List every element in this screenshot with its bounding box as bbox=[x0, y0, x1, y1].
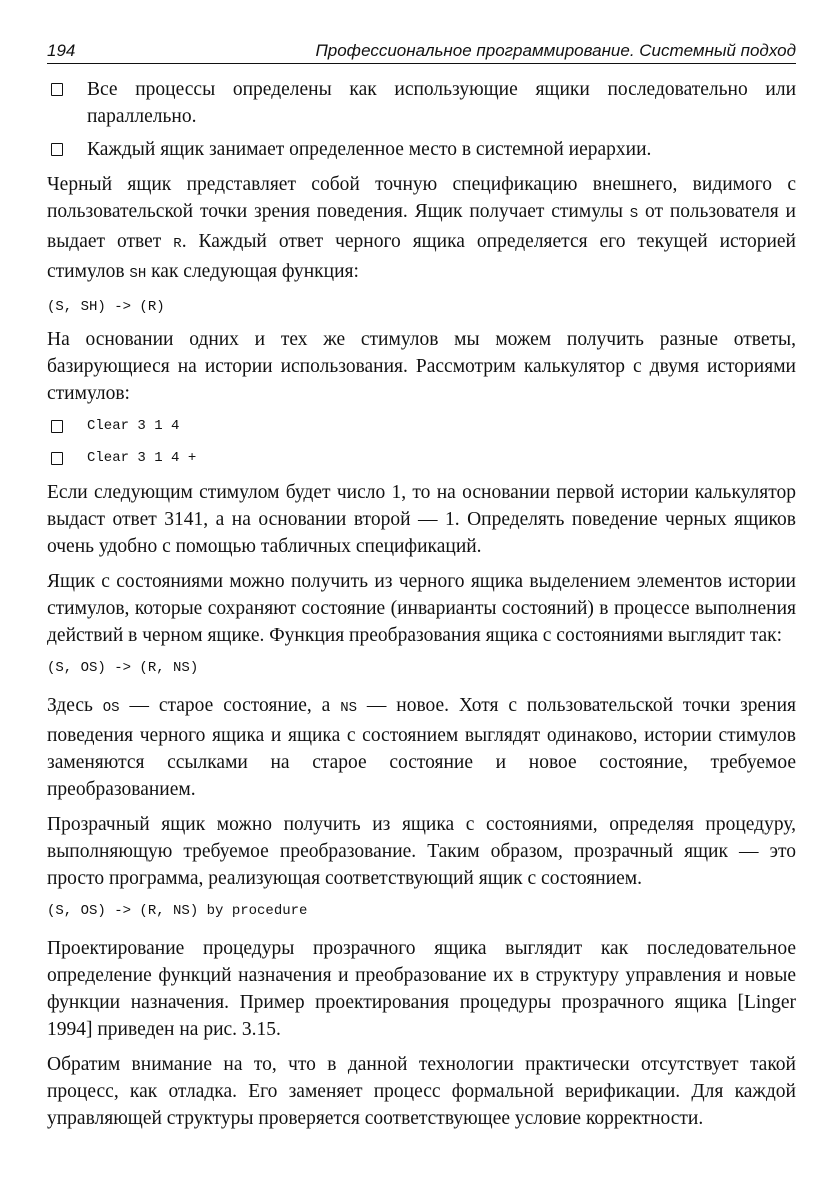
running-header bbox=[47, 38, 796, 64]
paragraph: На основании одних и тех же стимулов мы можем получить разные ответы, базирующиеся на истории использования. Рассмотрим калькулятор с двумя историями стимулов: bbox=[47, 329, 796, 404]
code-line: (S, OS) -> (R, NS) by procedure bbox=[47, 903, 308, 919]
paragraph: Черный ящик представляет собой точную спецификацию внешнего, видимого с пользовательской точки зрения поведения. Ящик получает стимулы S от пользователя и выдает ответ R. Каждый ответ черного ящика определяется его текущей историей стимулов SH как следующая функция: bbox=[47, 174, 796, 282]
paragraph: Обратим внимание на то, что в данной технологии практически отсутствует такой процесс, как отладка. Его заменяет процесс формальной верификации. Для каждой управляющей структуры проверяется соответствующее условие корректности. bbox=[47, 1054, 796, 1129]
paragraph: Здесь OS — старое состояние, а NS — новое. Хотя с пользовательской точки зрения поведения черного ящика и ящика с состоянием выглядят одинаково, истории стимулов заменяются ссылками на старое состояние и новое состояние, требуемое преобразованием. bbox=[47, 695, 796, 800]
code-line: (S, SH) -> (R) bbox=[47, 299, 165, 315]
checkbox-bullet-icon bbox=[51, 452, 63, 465]
checkbox-bullet-icon bbox=[51, 143, 63, 156]
list-item: Clear 3 1 4 + bbox=[47, 445, 796, 471]
list-item: Clear 3 1 4 bbox=[47, 413, 796, 439]
paragraph: Прозрачный ящик можно получить из ящика с состояниями, определяя процедуру, выполняющую требуемое преобразование. Таким образом, прозрачный ящик — это просто программа, реализующая соответствующий ящик с состоянием. bbox=[47, 814, 796, 889]
list-item: Каждый ящик занимает определенное место в системной иерархии. bbox=[47, 136, 796, 163]
page-number: 194 bbox=[47, 41, 76, 60]
paragraph: Если следующим стимулом будет число 1, то на основании первой истории калькулятор выдаст ответ 3141, а на основании второй — 1. Определять поведение черных ящиков очень удобно с помощью табличных спецификаций. bbox=[47, 482, 796, 557]
book-page bbox=[47, 38, 796, 1132]
list-item: Все процессы определены как использующие ящики последовательно или параллельно. bbox=[47, 76, 796, 130]
checkbox-bullet-icon bbox=[51, 83, 63, 96]
code-line: (S, OS) -> (R, NS) bbox=[47, 660, 199, 676]
paragraph: Ящик с состояниями можно получить из черного ящика выделением элементов истории стимулов, которые сохраняют состояние (инварианты состояний) в процессе выполнения действий в черном ящике. Функция преобразования ящика с состояниями выглядит так: bbox=[47, 571, 796, 646]
checkbox-bullet-icon bbox=[51, 420, 63, 433]
paragraph: Проектирование процедуры прозрачного ящика выглядит как последовательное определение функций назначения и преобразование их в структуру управления и новые функции назначения. Пример проектирования процедуры прозрачного ящика [Linger 1994] приведен на рис. 3.15. bbox=[47, 938, 796, 1040]
running-title: Профессиональное программирование. Системный подход bbox=[315, 41, 796, 60]
